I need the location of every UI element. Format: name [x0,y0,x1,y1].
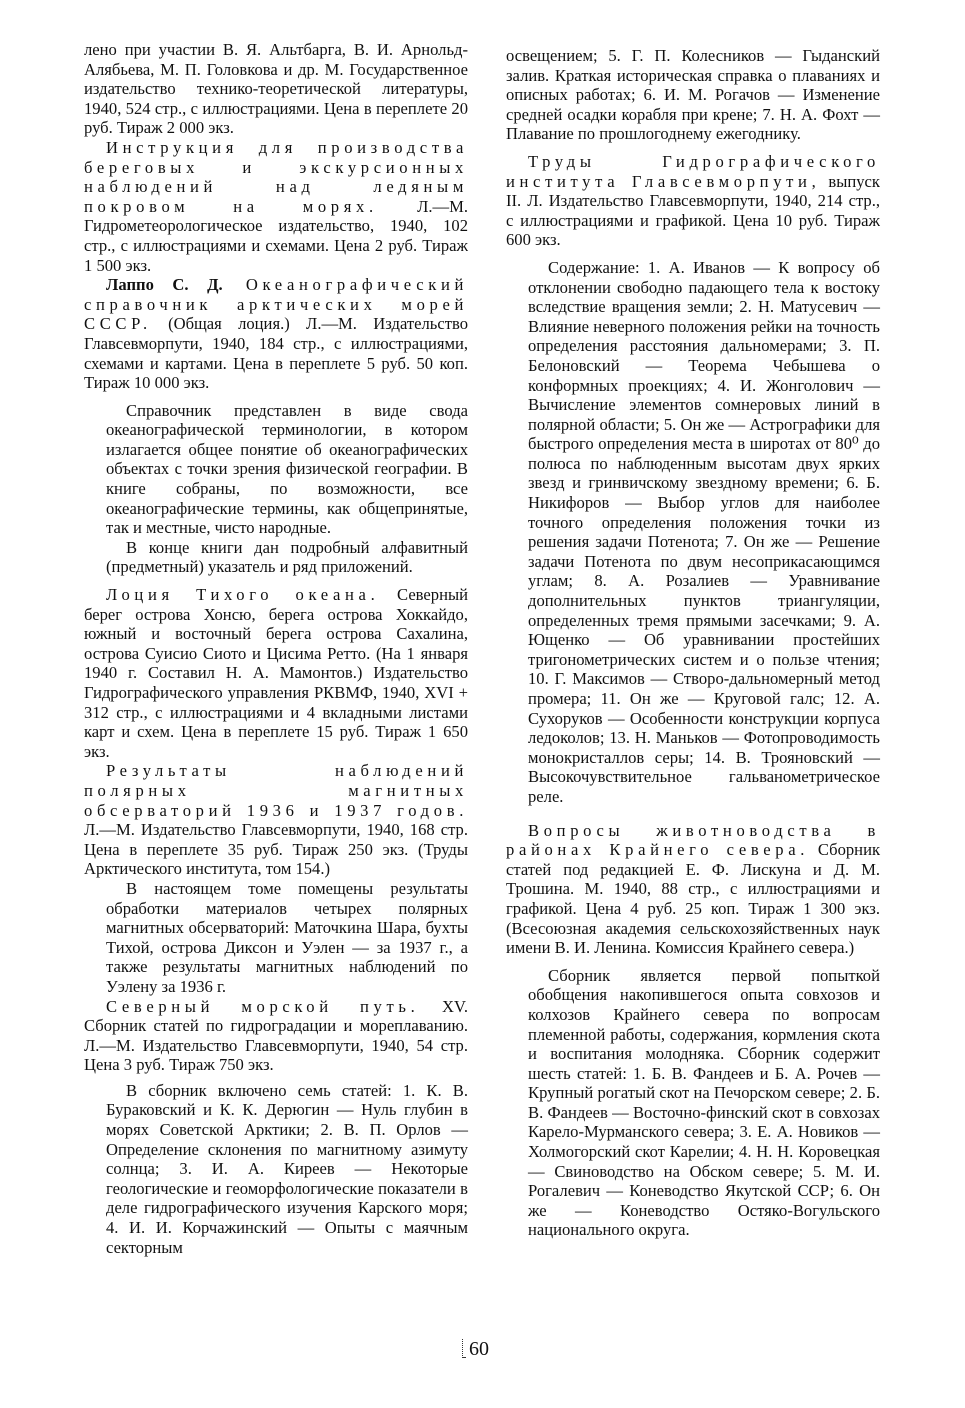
entry-title: Результаты наблюдений полярных магнитных обсерваторий 1936 и 1937 годов. [84,761,468,820]
entry-author: Лаппо С. Д. [106,275,223,295]
entry-title: Лоция Тихого океана. [106,585,380,605]
bibliography-entry-livestock [506,821,880,958]
page-number-text: 60 [469,1338,489,1360]
entry-title: Северный морской путь. [106,996,420,1016]
entry-annotation: Справочник представлен в виде свода океанографической терминологии, в котором излагается общее понятие об океанографических объектах с точки зрения физической географии. В книге собраны, по возможности, все океанографические термины, как общепринятые, так и местные, чисто народные. [106,400,468,538]
entry-title: Труды Гидрографического института Главсевморпути, [506,151,880,191]
entry-annotation: В настоящем томе помещены результаты обработки материалов четырех полярных магнитных обсерваторий: Маточкина Шара, бухты Тихой, острова Диксон и Уэлен — за 1937 г., а также результаты магнитных наблюдений по Уэлену за 1936 г. [106,878,468,996]
entry-title: Инструкция для производства береговых и экскурсионных наблюдений над ледяным покровом на морях. [84,137,468,216]
entry-details: (Общая лоция.) Л.—М. Издательство Главсевморпути, 1940, 184 стр., с иллюстрациями, схемами и картами. Цена в переплете 5 руб. 50 коп. Тираж 10 000 экз. [84,314,468,393]
bibliography-entry-lotsia [84,585,468,761]
annotation-continuation: освещением; 5. Г. П. Колесников — Гыданский залив. Краткая историческая справка о плаваниях и описных работах; 6. И. М. Рогачов — Изменение средней осадки корабля при крене; 7. Н. А. Фохт — Плавание по прошлогоднему ежегоднику. [506,46,880,144]
bibliography-entry-results [84,761,468,879]
entry-annotation: Содержание: 1. А. Иванов — К вопросу об отклонении свободно падающего тела к востоку вследствие вращения земли; 2. Н. Матусевич — Влияние неверного положения рейки на точность определения расстояния дальномерами; 3. П. Белоновский — Теорема Чебышева о конформных проекциях; 4. И. Жонголович — Вычисление элементов сомнеровых линий в полярной области; 5. Он же — Астрографики для быстрого определения места в широтах от 80⁰ до полюса по наблюденным высотам двух ярких звезд и гринвичскому звездному времени; 6. Б. Никифоров — Выбор углов для наиболее точного определения положения точки из решения задачи Потенота; 7. Он же — Решение задачи Потенота по двум несоприкасающимся углам; 8. А. Розалиев — Уравнивание дополнительных пунктов триангуляции, определенных тремя прямыми засечками; 9. А. Ющенко — Об уравнивании простейших тригонометрических систем и о пользе чтения; 10. Г. Максимов — Створо-дальномерный метод промера; 11. Он же — Круговой галс; 12. А. Сухоруков — Особенности конструкции корпуса ледоколов; 13. Н. Маньков — Фотопроводимость монокристаллов серы; 14. В. Трояновский — Высокочувствительное гальванометрическое реле. [528,257,880,806]
entry-details: Северный берег острова Хонсю, берега острова Хоккайдо, южный и восточный берега острова Сахалина, острова Суисио Сиото и Цисима Ретто. (На 1 января 1940 г. Составил Н. А. Мамонтов.) Издательство Гидрографического управления РКВМФ, 1940, XVI + 312 стр., с иллюстрациями и 4 вкладными листами карт и схем. Цена в переплете 15 руб. Тираж 1 650 экз. [84,585,468,761]
bibliography-entry-lappo [84,275,468,393]
bibliography-entry-hydrographic-institute [506,152,880,250]
right-column [506,46,880,1240]
left-column [84,40,468,1257]
entry-details: Л.—М. Гидрометеорологическое издательство, 1940, 102 стр., с иллюстрациями и схемами. Цена 2 руб. Тираж 1 500 экз. [84,196,468,275]
entry-annotation: Сборник является первой попыткой обобщения накопившегося опыта совхозов и колхозов Крайнего севера по вопросам племенной работы, содержания, кормления скота и воспитания молодняка. Сборник содержит шесть статей: 1. Б. В. Фандеев и Б. А. Рочев — Крупный рогатый скот на Печорском севере; 2. Б. В. Фандеев — Восточно-финский скот в совхозах Карело-Мурманского севера; 3. Е. А. Новиков — Холмогорский скот Карелии; 4. Н. Н. Коровецкая — Свиноводство на Обском севере; 5. М. И. Рогалевич — Коневодство Якутской ССР; 6. Он же — Коневодство Остяко-Вогульского национального округа. [528,965,880,1240]
entry-details: Л.—М. Издательство Главсевморпути, 1940, 168 стр. Цена в переплете 35 руб. Тираж 250 экз. (Труды Арктического института, том 154.) [84,820,468,879]
entry-details: Сборник статей под редакцией Е. Ф. Лискуна и Д. М. Трошина. М. 1940, 88 стр., с иллюстрациями и графикой. Цена 4 руб. 25 коп. Тираж 1 300 экз. (Всесоюзная академия сельскохозяйственных наук имени В. И. Ленина. Комиссия Крайнего севера.) [506,840,881,958]
entry-title: Океанографический справочник арктических морей СССР. [84,275,468,334]
entry-annotation: В конце книги дан подробный алфавитный (предметный) указатель и ряд приложений. [106,537,468,577]
entry-continuation: лено при участии В. Я. Альтбарга, В. И. Арнольд-Алябьева, М. П. Головкова и др. М. Государственное издательство технико-теоретической литературы, 1940, 524 стр., с иллюстрациями. Цена в переплете 20 руб. Тираж 2 000 экз. [84,40,468,138]
page-number [462,1338,489,1361]
bibliography-entry-instruction [84,138,468,275]
print-mark [462,1339,466,1358]
entry-annotation: В сборник включено семь статей: 1. К. В. Бураковский и К. К. Дерюгин — Нуль глубин в морях Советской Арктики; 2. В. П. Орлов — Определение склонения по магнитному азимуту солнца; 3. И. А. Киреев — Некоторые геологические и геоморфологические показатели в деле гидрографического изучения Карского моря; 4. И. И. Корчажинский — Опыты с маячным секторным [106,1080,468,1257]
entry-details: выпуск II. Л. Издательство Главсевморпути, 1940, 214 стр., с иллюстрациями и графикой. Цена 10 руб. Тираж 600 экз. [506,171,880,250]
bibliography-entry-northern-sea-route [84,997,468,1075]
entry-title: Вопросы животноводства в районах Крайнего севера. [506,820,880,860]
entry-details: XV. Сборник статей по гидроградации и мореплаванию. Л.—М. Издательство Главсевморпути, 1940, 54 стр. Цена 3 руб. Тираж 750 экз. [84,996,469,1075]
